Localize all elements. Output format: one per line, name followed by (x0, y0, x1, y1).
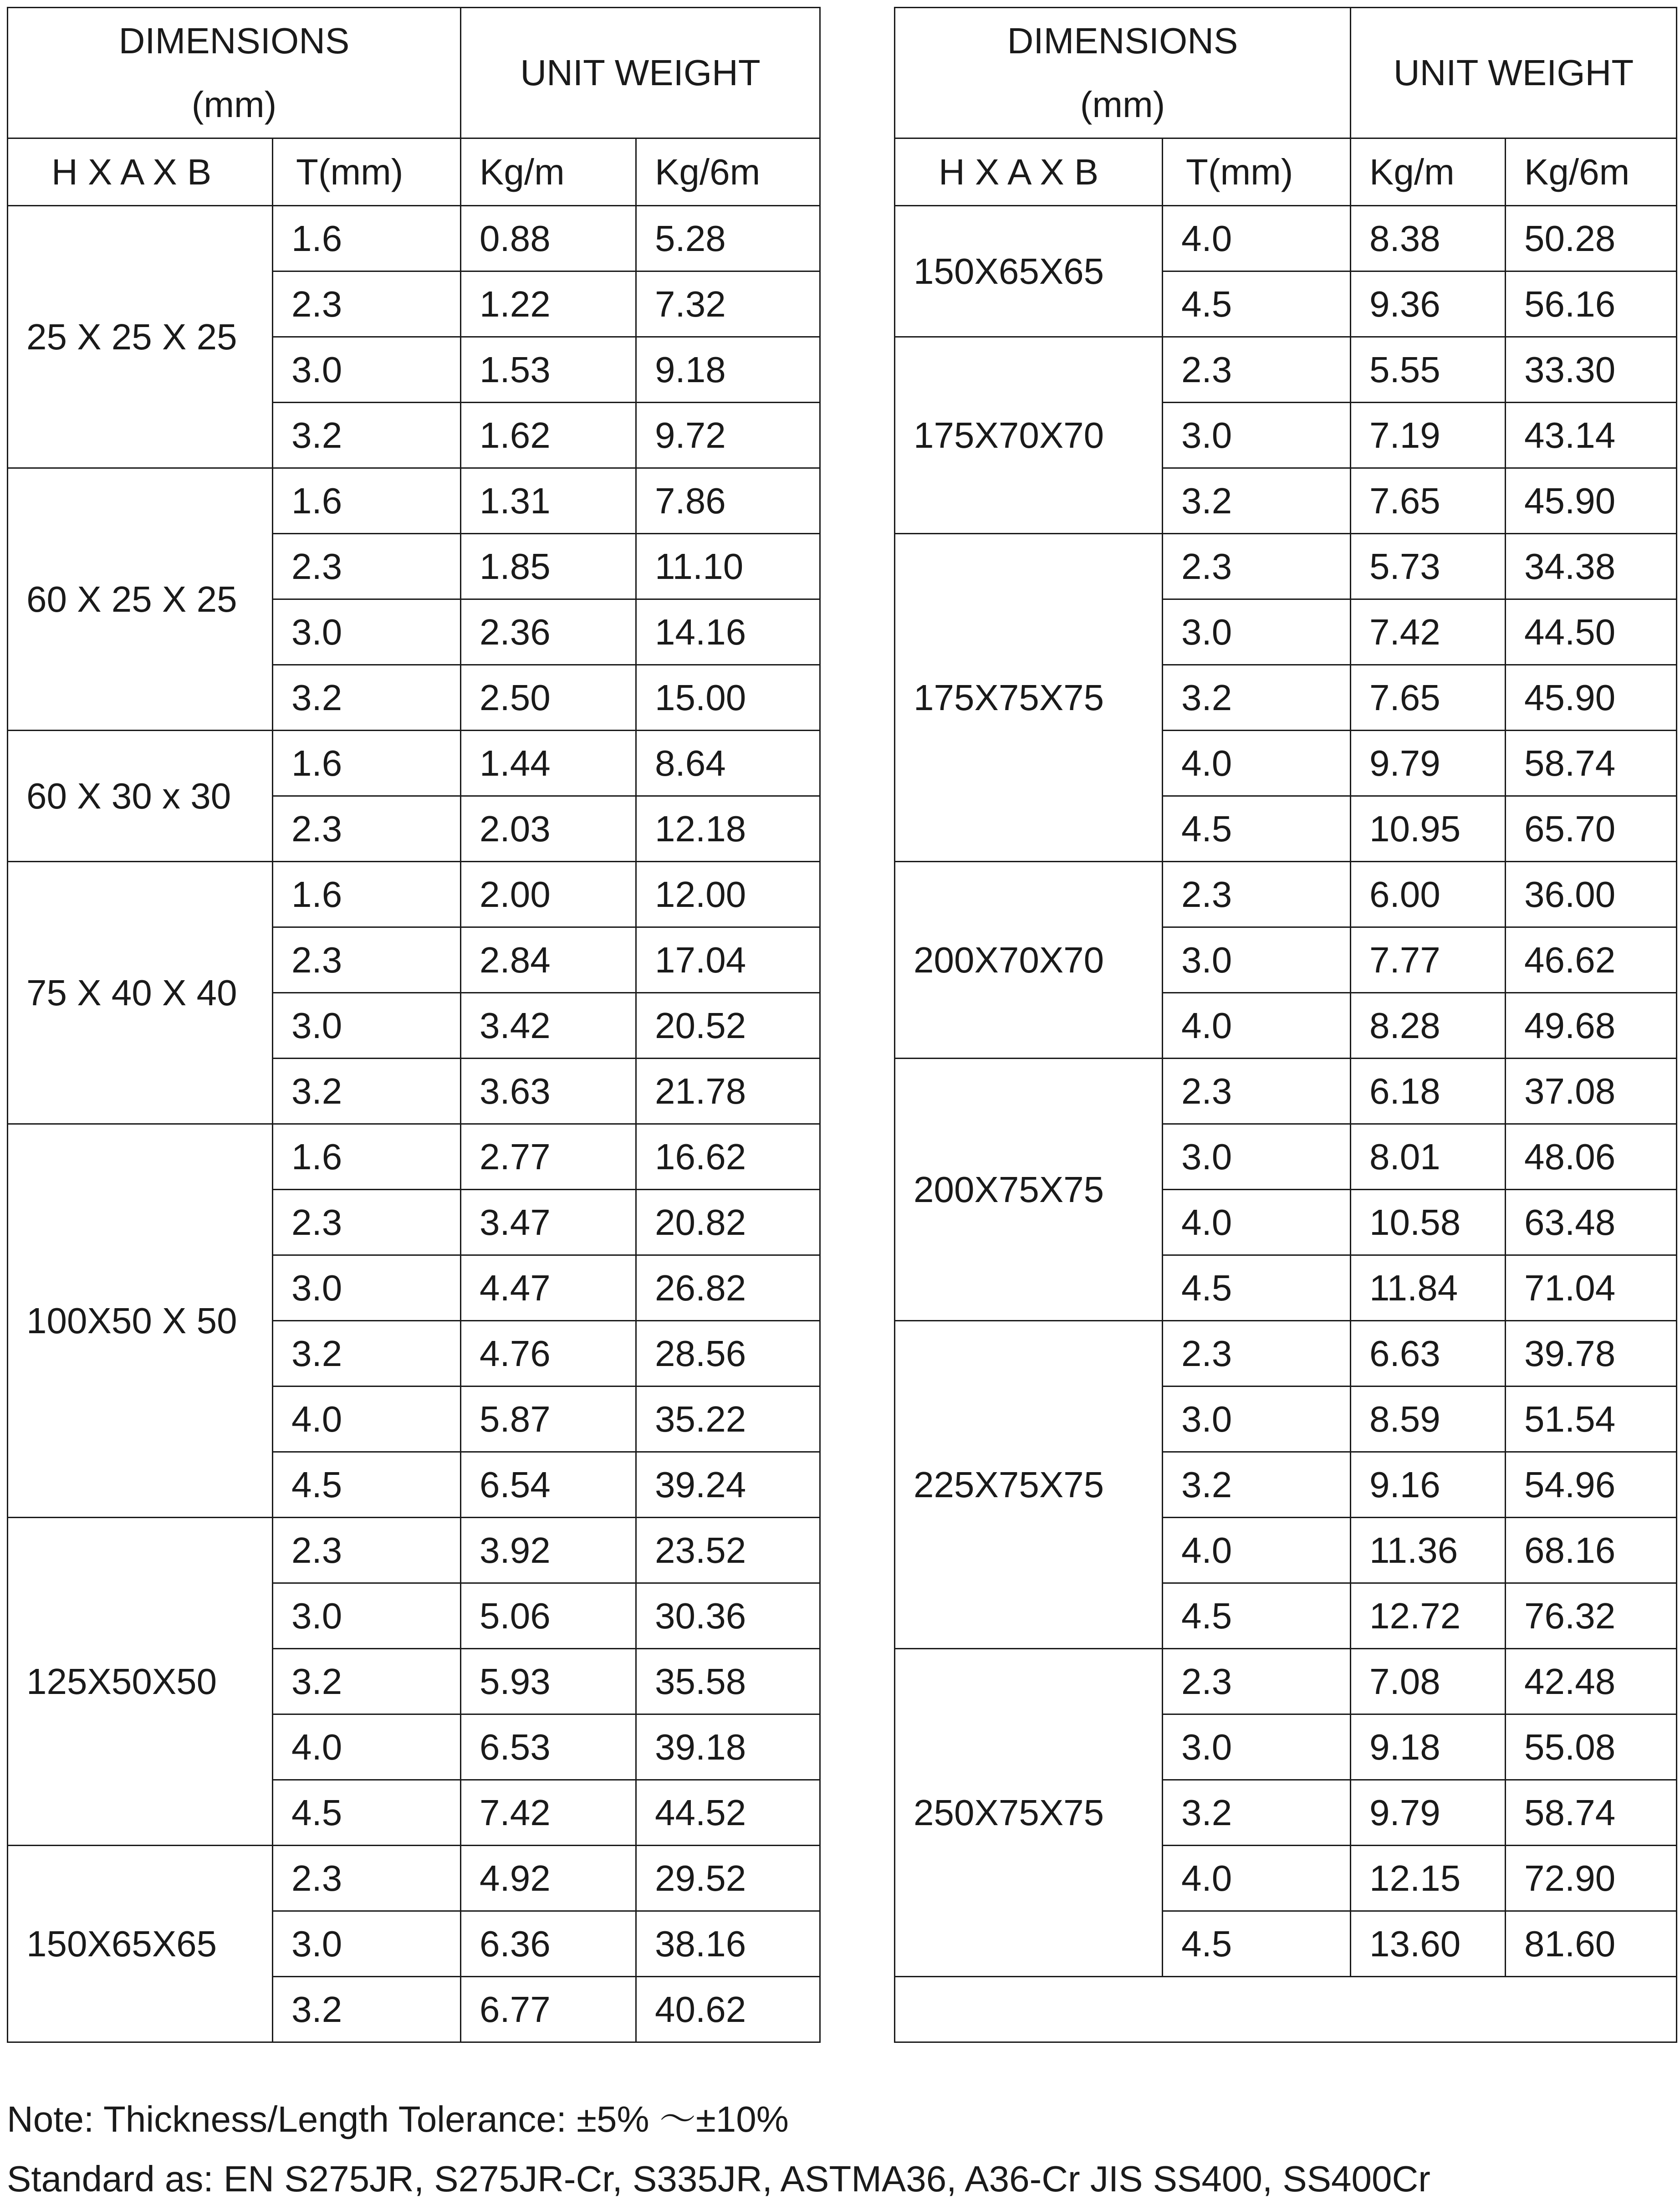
thickness-cell: 4.0 (273, 1714, 461, 1780)
kg-per-m-cell: 13.60 (1351, 1911, 1506, 1977)
kg-per-6m-cell: 12.18 (636, 796, 820, 862)
kg-per-6m-cell: 17.04 (636, 927, 820, 993)
kg-per-m-cell: 7.08 (1351, 1649, 1506, 1714)
size-cell: 250X75X75 (895, 1649, 1163, 1977)
kg-per-6m-cell: 63.48 (1506, 1190, 1677, 1255)
thickness-cell: 3.0 (273, 1583, 461, 1649)
kg-per-m-cell: 5.55 (1351, 337, 1506, 403)
thickness-cell: 4.5 (273, 1452, 461, 1518)
kg-per-6m-cell: 30.36 (636, 1583, 820, 1649)
thickness-cell: 2.3 (273, 796, 461, 862)
kg-per-m-cell: 9.16 (1351, 1452, 1506, 1518)
thickness-cell: 4.5 (1163, 1911, 1351, 1977)
thickness-cell: 2.3 (273, 1846, 461, 1911)
kg-per-m-cell: 6.18 (1351, 1059, 1506, 1124)
dimensions-header (8, 8, 461, 138)
kg-per-m-cell: 5.87 (461, 1387, 636, 1452)
thickness-cell: 3.2 (273, 1059, 461, 1124)
thickness-cell: 3.2 (273, 1649, 461, 1714)
kg-per-6m-cell: 45.90 (1506, 665, 1677, 731)
thickness-cell: 3.0 (1163, 927, 1351, 993)
kg-per-6m-cell: 8.64 (636, 731, 820, 796)
weight-table-left (7, 7, 821, 2043)
kg-per-m-cell: 4.47 (461, 1255, 636, 1321)
size-cell: 200X75X75 (895, 1059, 1163, 1321)
table-row (895, 1321, 1677, 1387)
thickness-cell: 2.3 (1163, 337, 1351, 403)
kg-per-6m-cell: 44.50 (1506, 599, 1677, 665)
thickness-cell: 4.0 (273, 1387, 461, 1452)
kg-per-6m-cell: 16.62 (636, 1124, 820, 1190)
thickness-cell: 3.0 (273, 337, 461, 403)
thickness-cell: 3.0 (273, 599, 461, 665)
kg-per-6m-cell: 36.00 (1506, 862, 1677, 927)
thickness-cell: 3.2 (1163, 1780, 1351, 1846)
kg-per-m-column-header: Kg/m (1351, 138, 1506, 206)
thickness-cell: 3.2 (273, 1321, 461, 1387)
thickness-cell: 2.3 (1163, 1321, 1351, 1387)
weight-table-left-body (8, 8, 820, 2042)
table-row (8, 468, 820, 534)
thickness-cell: 4.0 (1163, 993, 1351, 1059)
kg-per-m-cell: 6.36 (461, 1911, 636, 1977)
thickness-cell: 2.3 (1163, 1059, 1351, 1124)
empty-cell (895, 1977, 1677, 2042)
thickness-cell: 4.5 (1163, 1255, 1351, 1321)
kg-per-m-cell: 11.36 (1351, 1518, 1506, 1583)
size-cell: 75 X 40 X 40 (8, 862, 273, 1124)
thickness-cell: 3.0 (273, 1911, 461, 1977)
kg-per-6m-cell: 23.52 (636, 1518, 820, 1583)
kg-per-m-cell: 11.84 (1351, 1255, 1506, 1321)
thickness-cell: 2.3 (273, 534, 461, 599)
kg-per-6m-cell: 58.74 (1506, 1780, 1677, 1846)
thickness-cell: 3.2 (1163, 1452, 1351, 1518)
kg-per-6m-cell: 54.96 (1506, 1452, 1677, 1518)
kg-per-6m-cell: 43.14 (1506, 403, 1677, 468)
table-row (8, 206, 820, 271)
kg-per-m-cell: 1.31 (461, 468, 636, 534)
kg-per-m-cell: 3.47 (461, 1190, 636, 1255)
kg-per-6m-cell: 29.52 (636, 1846, 820, 1911)
thickness-cell: 3.2 (273, 1977, 461, 2042)
kg-per-m-cell: 8.38 (1351, 206, 1506, 271)
kg-per-6m-cell: 45.90 (1506, 468, 1677, 534)
kg-per-6m-cell: 40.62 (636, 1977, 820, 2042)
dimensions-unit: (mm) (1080, 84, 1165, 125)
thickness-cell: 1.6 (273, 206, 461, 271)
kg-per-6m-cell: 33.30 (1506, 337, 1677, 403)
unit-weight-header: UNIT WEIGHT (461, 8, 820, 138)
kg-per-6m-cell: 26.82 (636, 1255, 820, 1321)
kg-per-6m-cell: 58.74 (1506, 731, 1677, 796)
kg-per-m-cell: 10.58 (1351, 1190, 1506, 1255)
thickness-cell: 3.2 (273, 403, 461, 468)
kg-per-m-cell: 9.18 (1351, 1714, 1506, 1780)
kg-per-m-column-header: Kg/m (461, 138, 636, 206)
header-row-columns (8, 138, 820, 206)
thickness-cell: 3.0 (273, 1255, 461, 1321)
header-row-top (895, 8, 1677, 138)
kg-per-m-cell: 5.06 (461, 1583, 636, 1649)
dimensions-header (895, 8, 1351, 138)
size-cell: 175X75X75 (895, 534, 1163, 862)
kg-per-m-cell: 10.95 (1351, 796, 1506, 862)
size-cell: 225X75X75 (895, 1321, 1163, 1649)
kg-per-m-cell: 7.65 (1351, 665, 1506, 731)
table-row (895, 1059, 1677, 1124)
size-cell: 150X65X65 (8, 1846, 273, 2042)
kg-per-6m-cell: 12.00 (636, 862, 820, 927)
thickness-cell: 3.2 (1163, 665, 1351, 731)
kg-per-m-cell: 6.77 (461, 1977, 636, 2042)
kg-per-6m-cell: 72.90 (1506, 1846, 1677, 1911)
kg-per-m-cell: 6.54 (461, 1452, 636, 1518)
weight-table-right (894, 7, 1677, 2043)
thickness-cell: 4.0 (1163, 1518, 1351, 1583)
size-cell: 60 X 30 x 30 (8, 731, 273, 862)
size-cell: 60 X 25 X 25 (8, 468, 273, 731)
kg-per-6m-cell: 56.16 (1506, 271, 1677, 337)
kg-per-m-cell: 2.03 (461, 796, 636, 862)
thickness-cell: 3.2 (273, 665, 461, 731)
kg-per-6m-cell: 68.16 (1506, 1518, 1677, 1583)
size-cell: 25 X 25 X 25 (8, 206, 273, 468)
kg-per-6m-cell: 14.16 (636, 599, 820, 665)
kg-per-m-cell: 8.59 (1351, 1387, 1506, 1452)
dimensions-label: DIMENSIONS (1007, 20, 1238, 61)
empty-row (895, 1977, 1677, 2042)
table-row (895, 337, 1677, 403)
kg-per-6m-cell: 81.60 (1506, 1911, 1677, 1977)
size-column-header: H X A X B (8, 138, 273, 206)
kg-per-6m-cell: 39.78 (1506, 1321, 1677, 1387)
thickness-cell: 3.0 (1163, 403, 1351, 468)
kg-per-6m-cell: 20.82 (636, 1190, 820, 1255)
kg-per-6m-cell: 50.28 (1506, 206, 1677, 271)
table-row (895, 1649, 1677, 1714)
size-cell: 125X50X50 (8, 1518, 273, 1846)
kg-per-m-cell: 1.62 (461, 403, 636, 468)
thickness-cell: 1.6 (273, 731, 461, 796)
kg-per-m-cell: 1.22 (461, 271, 636, 337)
kg-per-m-cell: 7.42 (1351, 599, 1506, 665)
size-cell: 175X70X70 (895, 337, 1163, 534)
thickness-cell: 4.5 (1163, 1583, 1351, 1649)
kg-per-6m-cell: 7.86 (636, 468, 820, 534)
kg-per-6m-cell: 28.56 (636, 1321, 820, 1387)
thickness-cell: 1.6 (273, 862, 461, 927)
tolerance-note: Note: Thickness/Length Tolerance: ±5% ～±10% (7, 2099, 789, 2139)
table-row (895, 534, 1677, 599)
kg-per-m-cell: 8.28 (1351, 993, 1506, 1059)
kg-per-6m-cell: 34.38 (1506, 534, 1677, 599)
thickness-cell: 2.3 (273, 1518, 461, 1583)
size-cell: 150X65X65 (895, 206, 1163, 337)
kg-per-m-cell: 6.63 (1351, 1321, 1506, 1387)
standard-note: Standard as: EN S275JR, S275JR-Cr, S335JR, ASTMA36, A36-Cr JIS SS400, SS400Cr (7, 2159, 1430, 2199)
kg-per-m-cell: 4.92 (461, 1846, 636, 1911)
table-row (8, 862, 820, 927)
kg-per-6m-cell: 9.18 (636, 337, 820, 403)
kg-per-6m-cell: 5.28 (636, 206, 820, 271)
kg-per-m-cell: 8.01 (1351, 1124, 1506, 1190)
kg-per-6m-cell: 39.18 (636, 1714, 820, 1780)
thickness-cell: 3.0 (1163, 1714, 1351, 1780)
thickness-cell: 3.0 (1163, 1124, 1351, 1190)
thickness-cell: 1.6 (273, 468, 461, 534)
kg-per-6m-cell: 35.22 (636, 1387, 820, 1452)
kg-per-6m-cell: 76.32 (1506, 1583, 1677, 1649)
thickness-cell: 1.6 (273, 1124, 461, 1190)
header-row-top (8, 8, 820, 138)
kg-per-m-cell: 5.93 (461, 1649, 636, 1714)
kg-per-m-cell: 7.65 (1351, 468, 1506, 534)
kg-per-m-cell: 1.44 (461, 731, 636, 796)
thickness-cell: 2.3 (1163, 534, 1351, 599)
kg-per-m-cell: 12.72 (1351, 1583, 1506, 1649)
kg-per-m-cell: 9.79 (1351, 1780, 1506, 1846)
thickness-cell: 4.0 (1163, 1846, 1351, 1911)
kg-per-m-cell: 6.00 (1351, 862, 1506, 927)
thickness-cell: 3.2 (1163, 468, 1351, 534)
table-row (8, 1846, 820, 1911)
kg-per-6m-cell: 46.62 (1506, 927, 1677, 993)
header-row-columns (895, 138, 1677, 206)
kg-per-m-cell: 12.15 (1351, 1846, 1506, 1911)
kg-per-6m-cell: 11.10 (636, 534, 820, 599)
kg-per-6m-cell: 49.68 (1506, 993, 1677, 1059)
kg-per-6m-cell: 42.48 (1506, 1649, 1677, 1714)
kg-per-6m-column-header: Kg/6m (1506, 138, 1677, 206)
kg-per-m-cell: 1.53 (461, 337, 636, 403)
kg-per-6m-cell: 20.52 (636, 993, 820, 1059)
dimensions-unit: (mm) (191, 84, 277, 125)
kg-per-6m-cell: 65.70 (1506, 796, 1677, 862)
size-cell: 100X50 X 50 (8, 1124, 273, 1518)
table-row (8, 731, 820, 796)
table-row (8, 1518, 820, 1583)
thickness-column-header: T(mm) (1163, 138, 1351, 206)
kg-per-6m-cell: 21.78 (636, 1059, 820, 1124)
table-row (895, 206, 1677, 271)
thickness-cell: 4.5 (1163, 796, 1351, 862)
kg-per-6m-cell: 35.58 (636, 1649, 820, 1714)
kg-per-6m-cell: 39.24 (636, 1452, 820, 1518)
size-cell: 200X70X70 (895, 862, 1163, 1059)
kg-per-6m-cell: 51.54 (1506, 1387, 1677, 1452)
kg-per-6m-cell: 71.04 (1506, 1255, 1677, 1321)
kg-per-m-cell: 7.42 (461, 1780, 636, 1846)
thickness-cell: 3.0 (273, 993, 461, 1059)
kg-per-m-cell: 2.36 (461, 599, 636, 665)
kg-per-6m-column-header: Kg/6m (636, 138, 820, 206)
kg-per-m-cell: 3.42 (461, 993, 636, 1059)
kg-per-6m-cell: 9.72 (636, 403, 820, 468)
kg-per-m-cell: 2.50 (461, 665, 636, 731)
kg-per-m-cell: 3.92 (461, 1518, 636, 1583)
unit-weight-header: UNIT WEIGHT (1351, 8, 1677, 138)
thickness-cell: 4.0 (1163, 1190, 1351, 1255)
thickness-column-header: T(mm) (273, 138, 461, 206)
kg-per-6m-cell: 37.08 (1506, 1059, 1677, 1124)
kg-per-m-cell: 7.19 (1351, 403, 1506, 468)
kg-per-6m-cell: 44.52 (636, 1780, 820, 1846)
kg-per-m-cell: 6.53 (461, 1714, 636, 1780)
thickness-cell: 2.3 (1163, 1649, 1351, 1714)
thickness-cell: 2.3 (273, 271, 461, 337)
kg-per-m-cell: 4.76 (461, 1321, 636, 1387)
thickness-cell: 4.0 (1163, 206, 1351, 271)
kg-per-m-cell: 9.36 (1351, 271, 1506, 337)
kg-per-m-cell: 2.84 (461, 927, 636, 993)
kg-per-6m-cell: 15.00 (636, 665, 820, 731)
kg-per-m-cell: 5.73 (1351, 534, 1506, 599)
thickness-cell: 4.0 (1163, 731, 1351, 796)
kg-per-6m-cell: 48.06 (1506, 1124, 1677, 1190)
thickness-cell: 2.3 (1163, 862, 1351, 927)
weight-table-right-body (895, 8, 1677, 2042)
thickness-cell: 2.3 (273, 927, 461, 993)
kg-per-m-cell: 2.77 (461, 1124, 636, 1190)
kg-per-m-cell: 2.00 (461, 862, 636, 927)
thickness-cell: 3.0 (1163, 1387, 1351, 1452)
kg-per-6m-cell: 38.16 (636, 1911, 820, 1977)
kg-per-m-cell: 0.88 (461, 206, 636, 271)
thickness-cell: 4.5 (1163, 271, 1351, 337)
kg-per-6m-cell: 7.32 (636, 271, 820, 337)
kg-per-m-cell: 1.85 (461, 534, 636, 599)
thickness-cell: 3.0 (1163, 599, 1351, 665)
table-row (895, 862, 1677, 927)
table-row (8, 1124, 820, 1190)
dimensions-label: DIMENSIONS (118, 20, 350, 61)
thickness-cell: 2.3 (273, 1190, 461, 1255)
thickness-cell: 4.5 (273, 1780, 461, 1846)
kg-per-m-cell: 7.77 (1351, 927, 1506, 993)
kg-per-6m-cell: 55.08 (1506, 1714, 1677, 1780)
size-column-header: H X A X B (895, 138, 1163, 206)
kg-per-m-cell: 3.63 (461, 1059, 636, 1124)
kg-per-m-cell: 9.79 (1351, 731, 1506, 796)
